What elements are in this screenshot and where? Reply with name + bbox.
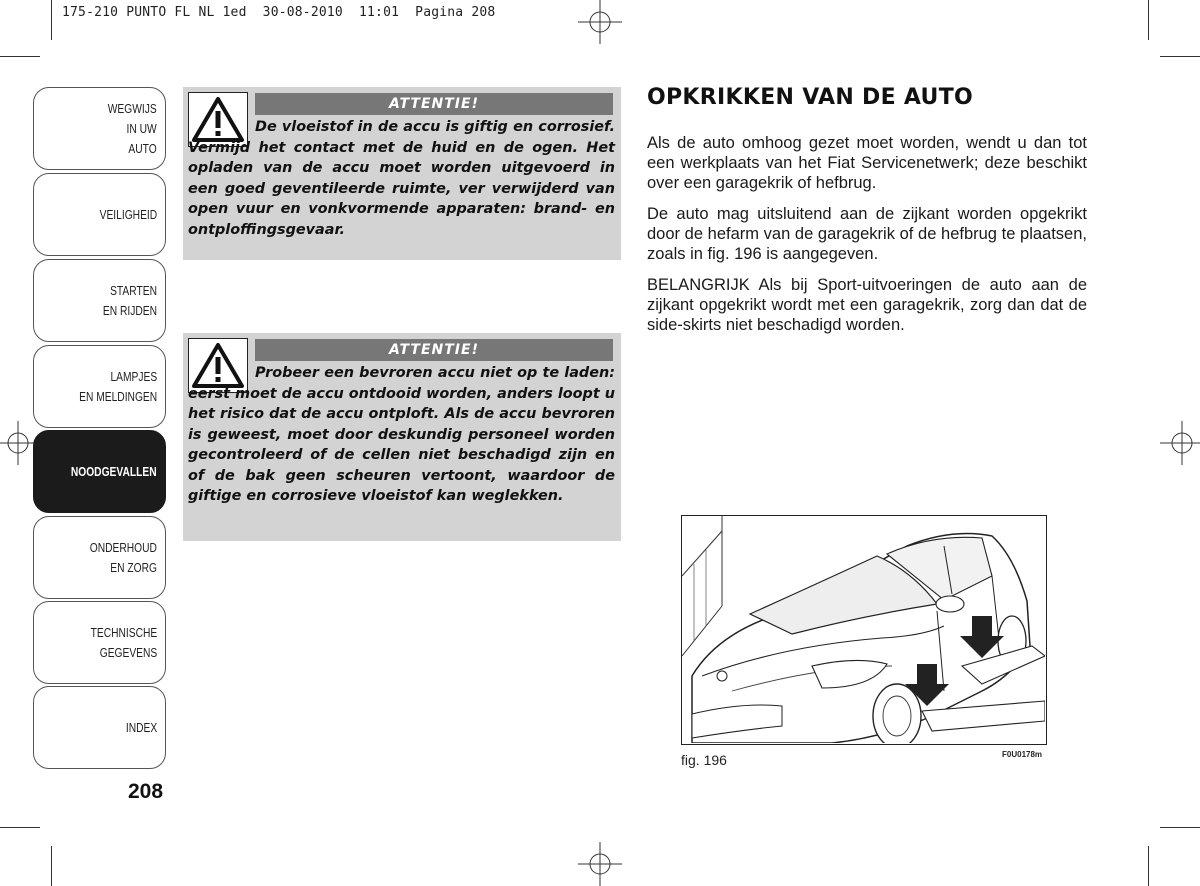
paragraph: Als de auto omhoog gezet moet worden, wendt u dan tot een werkplaats van het Fiat Servicenetwerk; deze beschikt over een garagekrik of hefbrug.: [647, 134, 1087, 192]
tab-label: STARTEN EN RIJDEN: [102, 283, 157, 318]
tab-label: WEGWIJS IN UW AUTO: [108, 101, 157, 156]
tab-noodgevallen[interactable]: [33, 430, 166, 513]
figure-code: F0U0178m: [1002, 750, 1043, 759]
page-number: 208: [128, 780, 164, 803]
registration-mark-top: [578, 0, 622, 44]
tab-label: VEILIGHEID: [99, 207, 157, 222]
figure-caption: fig. 196: [681, 752, 727, 768]
car-jacking-illustration: [681, 515, 1047, 745]
warning-text: De vloeistof in de accu is giftig en corrosief. Vermijd het contact met de huid en de ogen. Het opladen van de accu moet worden uitgevoerd in een goed geventileerde ruimte, ver verwijderd van open vuur en vonkvormende apparaten: brand- en ontploffingsgevaar.: [188, 119, 615, 238]
car-illustration: [682, 516, 1045, 743]
paragraph: BELANGRIJK Als bij Sport-uitvoeringen de auto aan de zijkant opgekrikt wordt met een garagekrik, zorg dan dat de side-skirts niet beschadigd worden.: [647, 276, 1087, 334]
tab-label: TECHNISCHE GEGEVENS: [90, 625, 157, 660]
tab-starten[interactable]: [33, 259, 166, 342]
warning-box: [183, 87, 621, 260]
registration-mark-right: [1160, 421, 1200, 465]
section-title: OPKRIKKEN VAN DE AUTO: [647, 85, 973, 110]
paragraph: De auto mag uitsluitend aan de zijkant worden opgekrikt door de hefarm van de garagekrik of de hefbrug te plaatsen, zoals in fig. 196 is aangegeven.: [647, 205, 1087, 263]
tab-label: INDEX: [125, 720, 157, 735]
warning-title: ATTENTIE!: [255, 93, 613, 115]
tab-label: ONDERHOUD EN ZORG: [89, 540, 157, 575]
tab-veiligheid[interactable]: [33, 173, 166, 256]
tab-lampjes[interactable]: [33, 345, 166, 428]
warning-title: ATTENTIE!: [255, 339, 613, 361]
tab-wegwijs[interactable]: [33, 87, 166, 170]
tab-index[interactable]: [33, 686, 166, 769]
registration-mark-bottom: [578, 842, 622, 886]
tab-label: NOODGEVALLEN: [71, 464, 157, 479]
tab-onderhoud[interactable]: [33, 516, 166, 599]
print-header: 175-210 PUNTO FL NL 1ed 30-08-2010 11:01 Pagina 208: [62, 5, 496, 20]
tab-label: LAMPJES EN MELDINGEN: [78, 369, 157, 404]
warning-box: [183, 333, 621, 541]
warning-text: Probeer een bevroren accu niet op te laden: eerst moet de accu ontdooid worden, anders loopt u het risico dat de accu ontploft. Als de accu bevroren is geweest, moet door deskundig personeel worden gecontroleerd of de cellen niet beschadigd zijn en of de bak geen scheuren vertoont, waardoor de giftige en corrosieve vloeistof kan weglekken.: [188, 365, 615, 504]
tab-technische-gegevens[interactable]: [33, 601, 166, 684]
